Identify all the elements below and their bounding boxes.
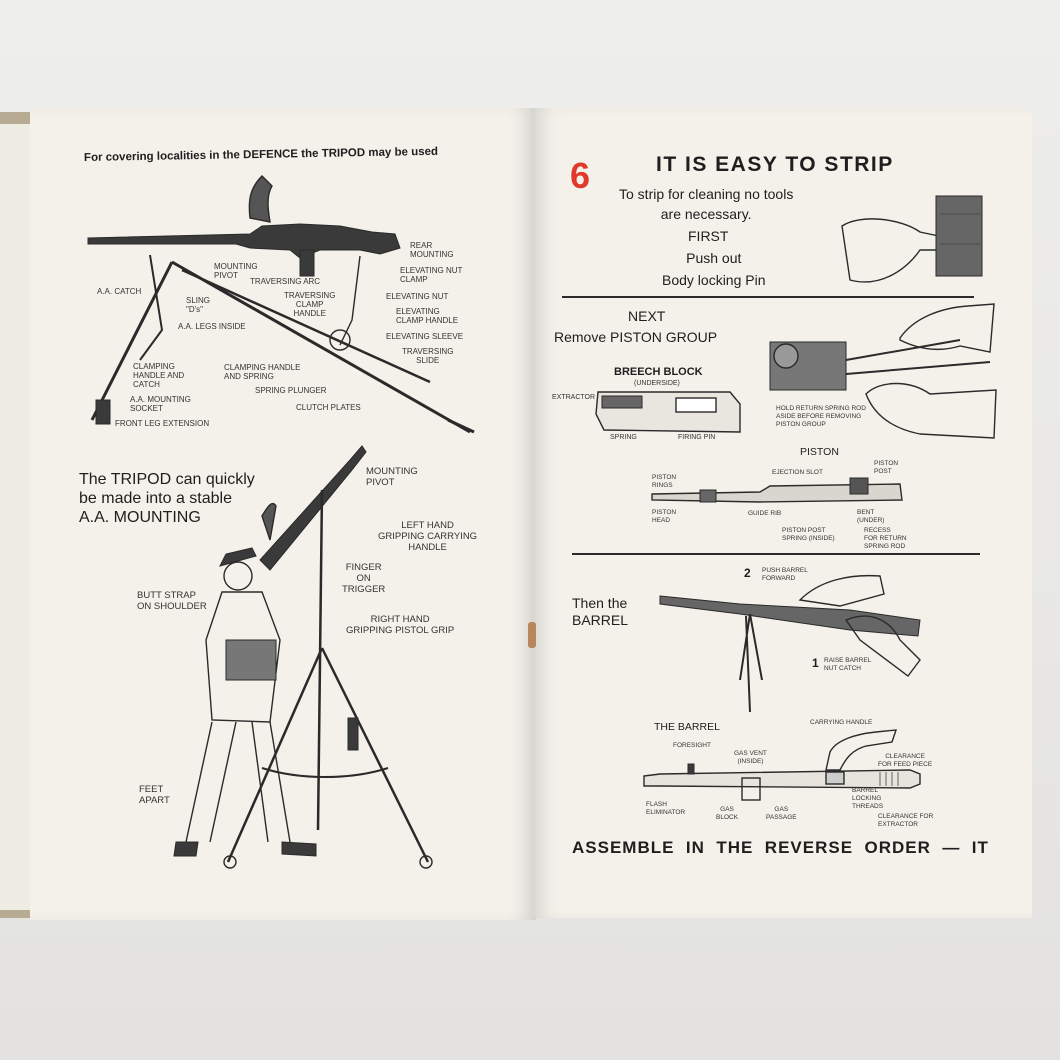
label-traversing-arc: TRAVERSING ARC bbox=[250, 277, 321, 286]
label-elevating-nut: ELEVATING NUT bbox=[386, 292, 449, 301]
label-elevating-clamp-handle: ELEVATING CLAMP HANDLE bbox=[396, 307, 459, 325]
piston-label-post: PISTON POST bbox=[874, 460, 899, 475]
hold-return-spring-note: HOLD RETURN SPRING ROD ASIDE BEFORE REMOVING PISTON GROUP bbox=[776, 405, 866, 428]
aa-label-left-hand: LEFT HAND GRIPPING CARRYING HANDLE bbox=[378, 520, 478, 553]
first-label: FIRST bbox=[688, 228, 729, 244]
label-clamping-handle-and-spring: CLAMPING HANDLE AND SPRING bbox=[224, 363, 301, 381]
label-traversing-slide: TRAVERSING SLIDE bbox=[402, 347, 454, 365]
barrel-label-foresight: FORESIGHT bbox=[673, 742, 711, 749]
piston-label-recess: RECESS FOR RETURN SPRING ROD bbox=[864, 527, 907, 550]
piston-label-bent: BENT (UNDER) bbox=[857, 509, 885, 524]
label-traversing-clamp-handle: TRAVERSING CLAMP HANDLE bbox=[284, 291, 336, 318]
aa-label-butt-strap: BUTT STRAP ON SHOULDER bbox=[137, 590, 207, 612]
page-number: 6 bbox=[570, 155, 591, 196]
label-mounting-pivot: MOUNTING PIVOT bbox=[214, 262, 258, 280]
breech-block-title: BREECH BLOCK bbox=[614, 366, 703, 378]
piston-label-post-spring: PISTON POST SPRING (INSIDE) bbox=[782, 527, 835, 542]
barrel-label-gas-passage: GAS PASSAGE bbox=[766, 806, 797, 821]
label-front-leg-extension: FRONT LEG EXTENSION bbox=[115, 419, 210, 428]
label-aa-legs-inside: A.A. LEGS INSIDE bbox=[178, 322, 246, 331]
piston-title: PISTON bbox=[800, 446, 839, 458]
barrel-label-locking-threads: BARREL LOCKING THREADS bbox=[852, 787, 884, 810]
barrel-label-clearance-feed: CLEARANCE FOR FEED PIECE bbox=[878, 753, 933, 768]
first-text: Push out Body locking Pin bbox=[662, 250, 766, 288]
piston-label-rings: PISTON RINGS bbox=[652, 474, 677, 489]
barrel-step-2-number: 2 bbox=[744, 566, 751, 580]
next-label: NEXT bbox=[628, 308, 666, 324]
aa-mounting-caption: The TRIPOD can quickly be made into a stable A.A. MOUNTING bbox=[79, 471, 255, 526]
barrel-label-flash-eliminator: FLASH ELIMINATOR bbox=[646, 801, 686, 816]
left-page-heading: For covering localities in the DEFENCE the TRIPOD may be used bbox=[83, 145, 439, 164]
breech-label-spring: SPRING bbox=[610, 434, 637, 441]
piston-label-head: PISTON HEAD bbox=[652, 509, 677, 524]
piston-label-guide-rib: GUIDE RIB bbox=[748, 510, 782, 517]
barrel-label-gas-block: GAS BLOCK bbox=[716, 806, 739, 821]
breech-block-subtitle: (UNDERSIDE) bbox=[634, 380, 680, 387]
barrel-label-carrying-handle: CARRYING HANDLE bbox=[810, 719, 873, 726]
aa-label-feet-apart: FEET APART bbox=[139, 784, 170, 806]
barrel-title: THE BARREL bbox=[654, 721, 720, 733]
then-barrel-text: Then the BARREL bbox=[572, 595, 629, 628]
label-aa-catch: A.A. CATCH bbox=[97, 287, 142, 296]
breech-label-extractor: EXTRACTOR bbox=[552, 394, 596, 401]
aa-label-mounting-pivot: MOUNTING PIVOT bbox=[366, 466, 418, 488]
intro-text: To strip for cleaning no tools are necessary. bbox=[619, 186, 794, 222]
breech-label-firing-pin: FIRING PIN bbox=[678, 434, 716, 441]
footer-instruction: ASSEMBLE IN THE REVERSE ORDER — IT bbox=[572, 838, 989, 857]
next-text: Remove PISTON GROUP bbox=[554, 329, 718, 345]
label-clamping-handle-and-catch: CLAMPING HANDLE AND CATCH bbox=[133, 362, 185, 389]
aa-label-finger-on-trigger: FINGER ON TRIGGER bbox=[342, 562, 386, 595]
label-elevating-sleeve: ELEVATING SLEEVE bbox=[386, 332, 464, 341]
barrel-label-clearance-extractor: CLEARANCE FOR EXTRACTOR bbox=[878, 813, 934, 828]
barrel-step-1-number: 1 bbox=[812, 656, 819, 670]
barrel-step-2-text: PUSH BARREL FORWARD bbox=[762, 567, 808, 582]
label-rear-mounting: REAR MOUNTING bbox=[410, 241, 454, 259]
label-elevating-nut-clamp: ELEVATING NUT CLAMP bbox=[400, 266, 463, 284]
barrel-label-gas-vent: GAS VENT (INSIDE) bbox=[734, 750, 767, 765]
aa-label-right-hand: RIGHT HAND GRIPPING PISTOL GRIP bbox=[346, 614, 455, 636]
piston-label-ejection-slot: EJECTION SLOT bbox=[772, 469, 823, 476]
label-sling-ds: SLING "D's" bbox=[186, 296, 211, 314]
label-clutch-plates: CLUTCH PLATES bbox=[296, 403, 361, 412]
barrel-step-1-text: RAISE BARREL NUT CATCH bbox=[824, 657, 872, 672]
label-spring-plunger: SPRING PLUNGER bbox=[255, 386, 327, 395]
page-title: IT IS EASY TO STRIP bbox=[656, 153, 894, 176]
label-aa-mounting-socket: A.A. MOUNTING SOCKET bbox=[130, 395, 191, 413]
